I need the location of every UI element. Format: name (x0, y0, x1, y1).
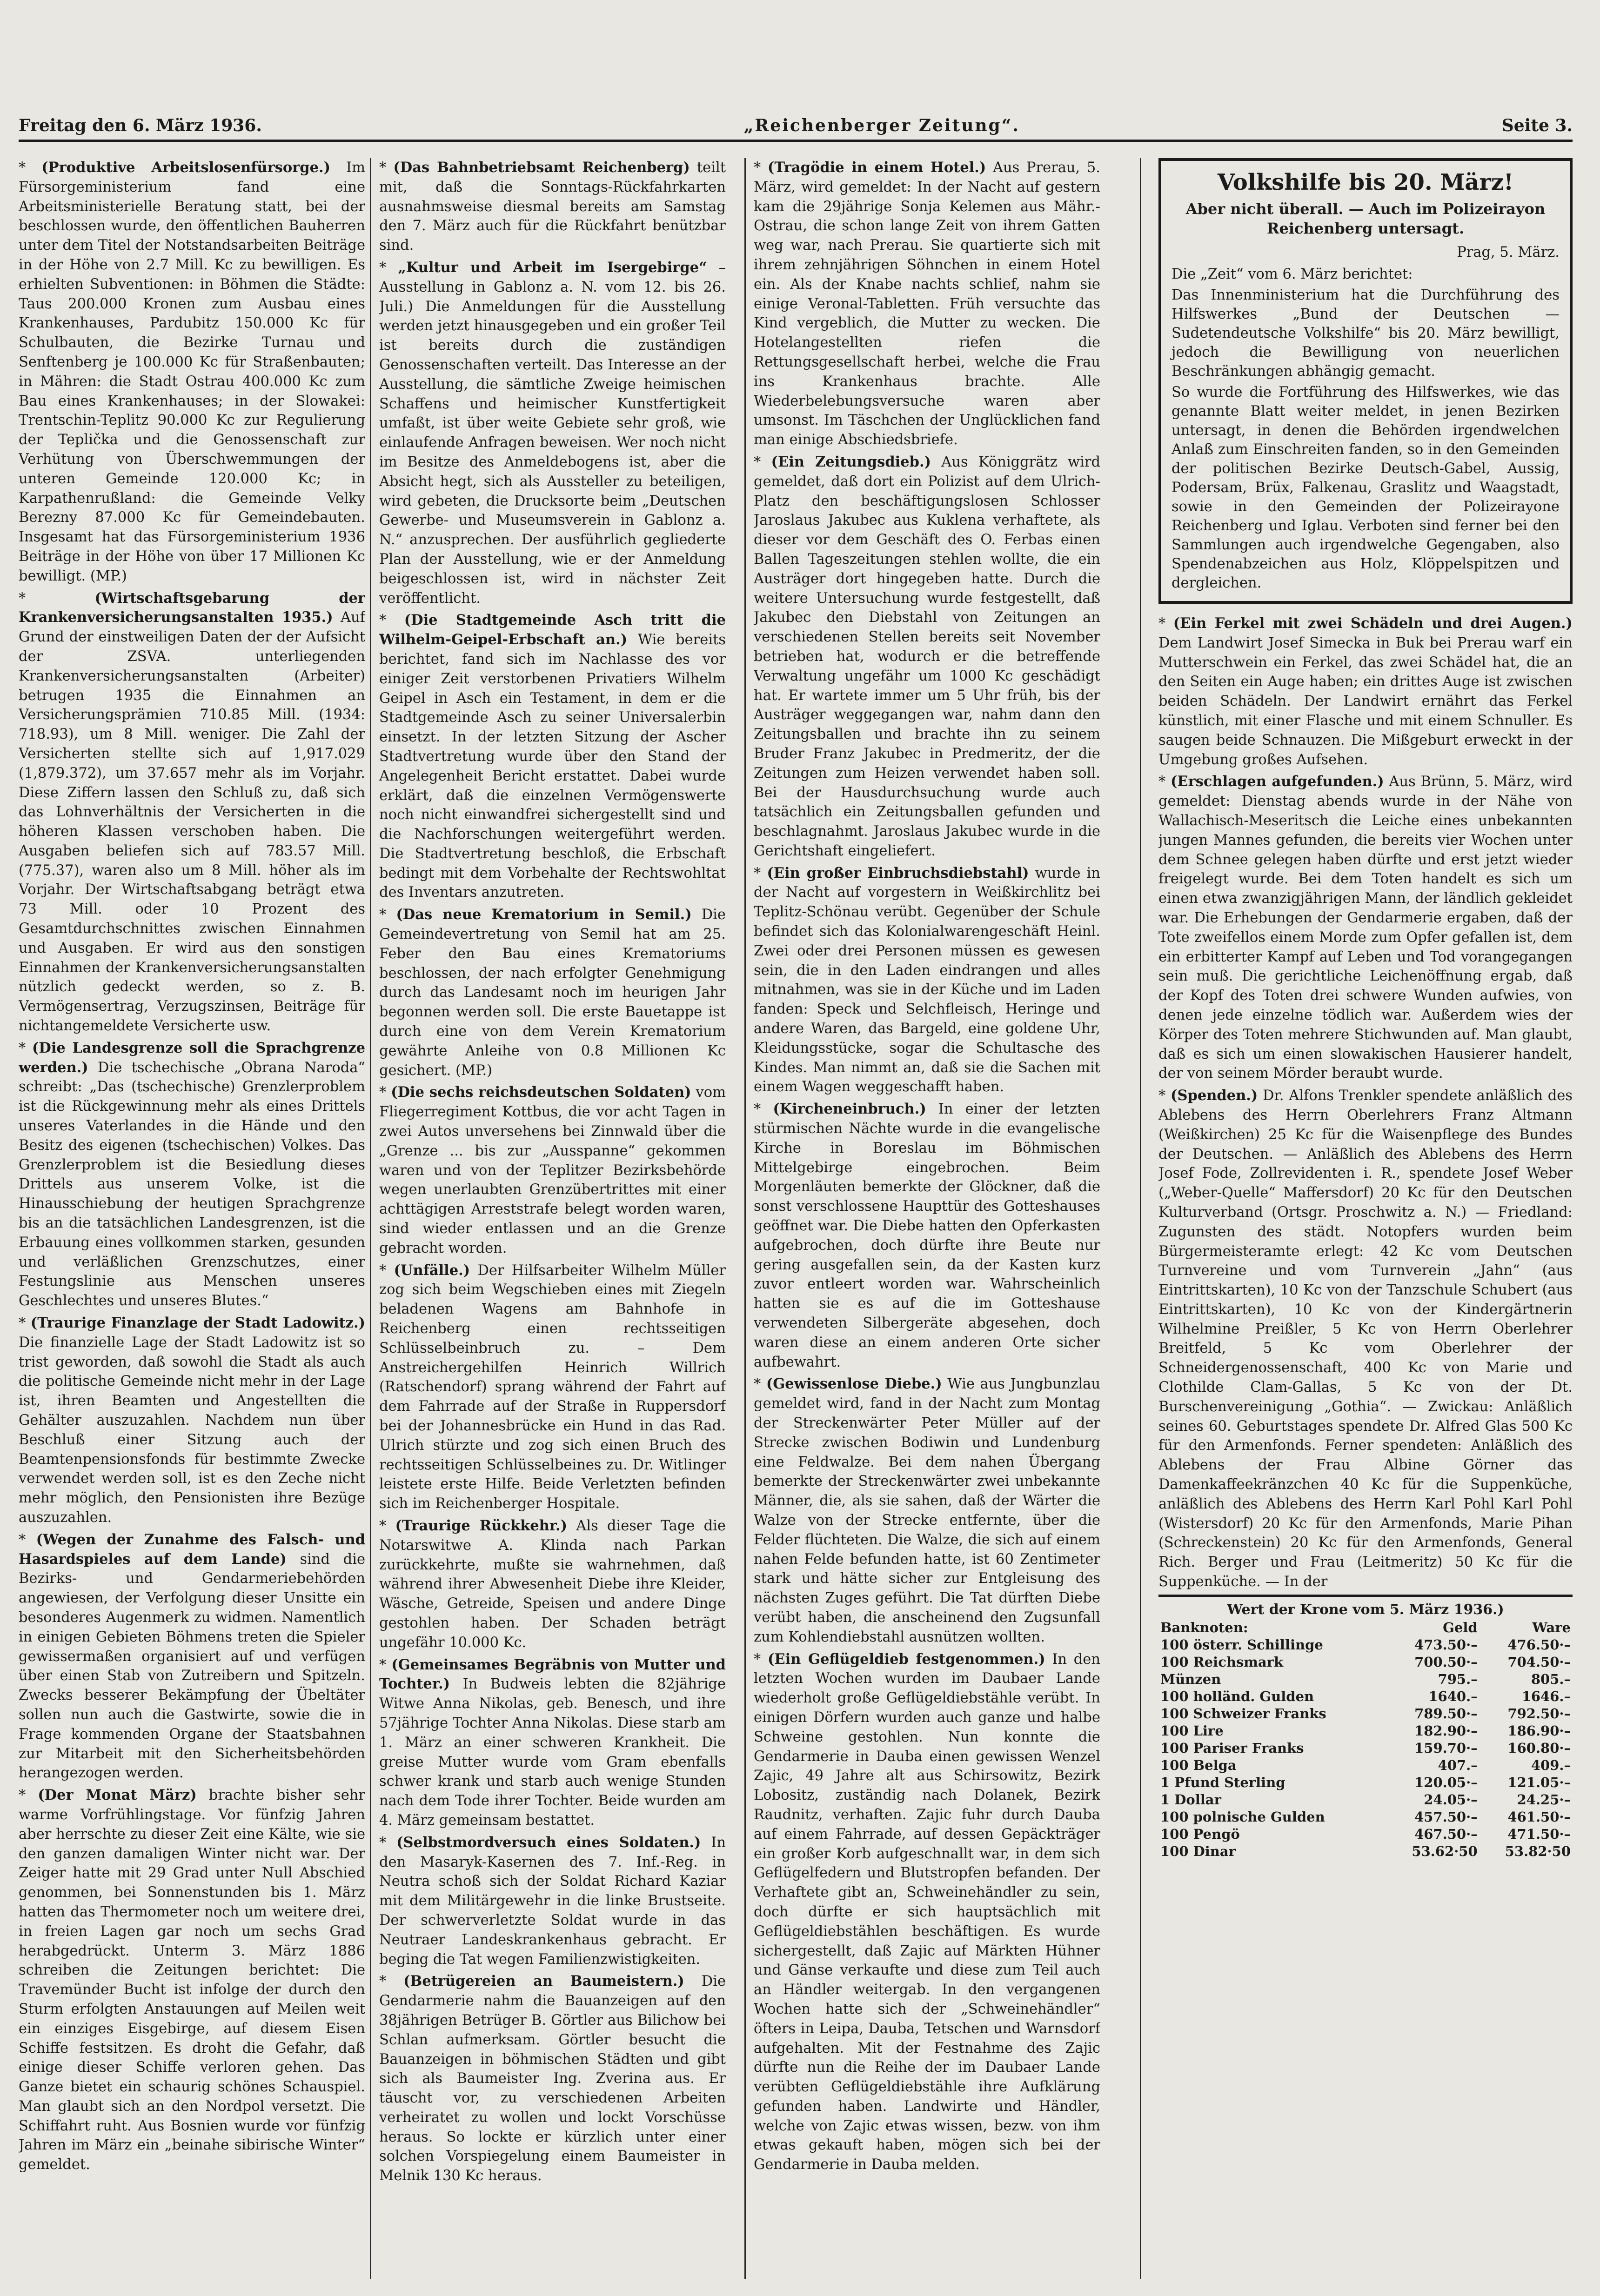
ware-value: 160.80·– (1507, 1740, 1571, 1756)
box-paragraph: So wurde die Fortführung des Hilfswerkes, wie das genannte Blatt weiter meldet, in jenen Bezirken untersagt, in denen die Behörden irgendwelchen Anlaß zum Einschreiten fanden, so in den Gemeinden der politischen Bezirke Deutsch-Gabel, Aussig, Podersam, Brüx, Falkenau, Graslitz und Waagstadt, sowie in den Gemeinden der Polizeirayone Reichenberg und Iglau. Verboten sind ferner bei den Sammlungen auch irgendwelche Gegengaben, also Spendenabzeichen aus Holz, Klöppelspitzen und dergleichen. (1172, 384, 1560, 591)
article: * (Traurige Finanzlage der Stadt Ladowitz.) Die finanzielle Lage der Stadt Ladowitz ist so trist geworden, daß sowohl die Stadt als auch die politische Gemeinde nicht mehr in der Lage ist, ihren Beamten und Angestellten die Gehälter auszuzahlen. Nachdem nun über Beschluß einer Sitzung auch der Beamtenpensionsfonds für bestimmte Zwecke verwendet werden soll, ist es den Zeche nicht mehr möglich, den Pensionisten ihre Bezüge auszuzahlen. (19, 1315, 365, 1526)
column-divider (370, 158, 371, 2279)
article-heading: (Ein Geflügeldieb festgenommen.) (767, 1650, 1045, 1668)
article-body: Aus Brünn, 5. März, wird gemeldet: Dienstag abends wurde in der Nähe von Wallachisch-Meseritsch die Leiche eines unbekannten jungen Mannes gefunden, die bereits vier Wochen unter dem Schnee gelegen haben dürfte und erst jetzt wieder freigelegt wurde. Bei dem Toten handelt es sich um einen etwa zwanzigjährigen Mann, der ländlich gekleidet war. Die Erhebungen der Gendarmerie ergaben, daß der Tote zweifellos einem Morde zum Opfer gefallen ist, dem ein erbitterter Kampf auf Leben und Tod vorangegangen sein muß. Die gerichtliche Leichenöffnung ergab, daß der Kopf des Toten drei schwere Wunden aufwies, von denen jede einzelne tödlich war. Außerdem wies der Körper des Toten mehrere Stichwunden auf. Man glaubt, daß es sich um einen slowakischen Hausierer handelt, der von seinem Mörder beraubt wurde. (1158, 774, 1573, 1082)
article-heading: (Gewissenlose Diebe.) (766, 1375, 942, 1393)
geld-value: 53.62·50 (1412, 1843, 1478, 1859)
article-body: Aus Königgrätz wird gemeldet, daß dort ein Polizist auf dem Ulrich-Platz den beschäftigungslosen Schlosser Jaroslaus Jakubec aus Kuklena verhaftete, als dieser vor dem Geschäft des O. Ferbas einen Ballen Tageszeitungen stehlen wollte, die ein Austräger dort hingegeben hatte. Durch die weitere Untersuchung wurde festgestellt, daß Jakubec den Diebstahl von Zeitungen an verschiedenen Stellen bereits seit November betrieben hat, wodurch er die betreffende Verwaltung ungefähr um 1000 Kc geschädigt hat. Er wartete immer um 5 Uhr früh, bis der Austräger weggegangen war, nahm dann den Zeitungsballen und brachte ihn zu seinem Bruder Franz Jakubec in Predmeritz, der die Zeitungen zum Heizen verwendet haben soll. Bei der Hausdurchsuchung wurde auch tatsächlich ein Zeitungsballen gefunden und beschlagnahmt. Jaroslaus Jakubec wurde in die Gerichtshaft eingeliefert. (754, 454, 1100, 859)
article-heading: (Gemeinsames Begräbnis von Mutter und Tochter.) (379, 1656, 726, 1693)
volkshilfe-box (1158, 158, 1573, 604)
article-heading: (Spenden.) (1171, 1087, 1258, 1104)
ware-value: 121.05·– (1507, 1774, 1571, 1790)
article-heading: (Der Monat März) (38, 1787, 197, 1804)
geld-value: 700.50·– (1414, 1654, 1478, 1670)
article-heading: (Die sechs reichsdeutschen Soldaten) (391, 1084, 691, 1101)
article-body: Der Hilfsarbeiter Wilhelm Müller zog sich beim Wegschieben eines mit Ziegeln beladenen Wagens am Bahnhofe in Reichenberg einen rechtsseitigen Schlüsselbeinbruch zu. – Dem Anstreichergehilfen Heinrich Willrich (Ratschendorf) sprang während der Fahrt auf dem Fahrrade auf der Straße in Ruppersdorf bei der Johannesbrücke ein Hund in das Rad. Ulrich stürzte und zog sich einen Bruch des rechtsseitigen Schlüsselbeines zu. Dr. Witlinger leistete erste Hilfe. Beide Verletzten befinden sich im Reichenberger Hospitale. (379, 1262, 726, 1512)
ware-value: 53.82·50 (1505, 1843, 1571, 1859)
article-heading: (Traurige Finanzlage der Stadt Ladowitz.) (30, 1315, 365, 1332)
article-body: In den letzten Wochen wurden im Daubaer Lande wiederholt große Geflügeldiebstähle verübt. In einigen Dörfern wurden auch ganze und halbe Schweine gestohlen. Nun konnte die Gendarmerie in Dauba einen gewissen Wenzel Zajic, 49 Jahre alt aus Schirsowitz, Bezirk Lobositz, zuständig nach Dolanek, Bezirk Raudnitz, verhaften. Zajic fuhr durch Dauba auf einem Fahrrade, auf dessen Gepäckträger ein großer Korb aufgeschnallt war, in dem sich Geflügelfedern und Blutstropfen befanden. Der Verhaftete gibt an, Schweinehändler zu sein, doch dürfte er sich hauptsächlich mit Geflügeldiebstählen beschäftigen. Es wurde sichergestellt, daß Zajic auf Märkten Hühner und Gänse verkaufte und diese zum Teil auch an Händler weitergab. In den vergangenen Wochen hatte sich der „Schweinehändler“ öfters in Leipa, Dauba, Tetschen und Warnsdorf aufgehalten. Mit der Festnahme des Zajic dürfte nun die Reihe der im Daubaer Lande verübten Geflügeldiebstähle ihre Aufklärung gefunden haben. Landwirte und Händler, welche von Zajic etwas wissen, bezw. von ihm etwas gekauft haben, mögen sich bei der Gendarmerie in Dauba melden. (754, 1651, 1100, 2173)
article-body: Die Gendarmerie nahm die Bauanzeigen auf den 38jährigen Betrüger B. Görtler aus Bilichow bei Schlan aufmerksam. Görtler besucht die Bauanzeigen in böhmischen Städten und gibt sich als Baumeister Ing. Zverina aus. Er täuscht vor, zu verschiedenen Arbeiten verheiratet zu wollen und lockt Vorschüsse heraus. So lockte er kürzlich unter einer solchen Vorspiegelung einem Baumeister in Melnik 130 Kc heraus. (379, 1973, 726, 2184)
ware-value: 471.50·– (1507, 1826, 1571, 1842)
article: * (Traurige Rückkehr.) Als dieser Tage die Notarswitwe A. Klinda nach Parkan zurückkehrte, mußte sie wahrnehmen, daß während ihrer Abwesenheit Diebe ihre Kleider, Wäsche, Getreide, Speisen und andere Dinge gestohlen haben. Der Schaden beträgt ungefähr 10.000 Kc. (379, 1517, 726, 1651)
box-subtitle: Aber nicht überall. — Auch im Polizeirayon Reichenberg untersagt. (1185, 200, 1546, 237)
article: * (Kircheneinbruch.) In einer der letzten stürmischen Nächte wurde in die evangelische Kirche in Boreslau im Böhmischen Mittelgebirge eingebrochen. Beim Morgenläuten bemerkte der Glöckner, daß die sonst verschlossene Haupttür des Gotteshauses geöffnet war. Die Diebe hatten den Opferkasten aufgebrochen, doch dürfte ihre Beute nur gering ausgefallen sein, da der Kasten kurz zuvor entleert worden war. Wahrscheinlich hatten sie es auf die im Gotteshause verwendeten Silbergeräte abgesehen, doch waren diese an einem anderen Orte sicher aufbewahrt. (754, 1101, 1100, 1370)
exchange-rate-header (1158, 1619, 1573, 1636)
currency-label: 100 Reichsmark (1160, 1654, 1284, 1670)
article: * (Gemeinsames Begräbnis von Mutter und Tochter.) In Budweis lebten die 82jährige Witwe Anna Nikolas, geb. Benesch, und ihre 57jährige Tochter Anna Nikolas. Diese starb am 1. März an einer schweren Krankheit. Die greise Mutter wurde vom Gram ebenfalls schwer krank und starb auch wenige Stunden nach dem Tode ihrer Tochter. Beide wurden am 4. März gemeinsam bestattet. (379, 1656, 726, 1829)
geld-value: 407.– (1438, 1757, 1478, 1773)
article: * (Wirtschaftsgebarung der Krankenversicherungsanstalten 1935.) Auf Grund der einstweiligen Daten der der Aufsicht der ZSVA. unterliegenden Krankenversicherungsanstalten (Arbeiter) betrugen 1935 die Einnahmen an Versicherungsprämien 710.85 Mill. (1934: 718.93), um 8 Mill. weniger. Die Zahl der Versicherten stellte sich auf 1,917.029 (1,879.372), um 37.657 mehr als im Vorjahr. Diese Ziffern lassen den Schluß zu, daß sich das Lohnverhältnis der Versicherten in die höheren Klassen verschoben haben. Die Ausgaben beliefen sich auf 783.57 Mill. (775.37), waren also um 8 Mill. höher als im Vorjahr. Der Wirtschaftsabgang beträgt etwa 73 Mill. oder 10 Prozent des Gesamtdurchschnittes zwischen Einnahmen und Ausgaben. Er wird aus den sonstigen Einnahmen der Krankenversicherungsanstalten nützlich gedeckt werden, so z. B. Vermögensertrag, Verzugszinsen, Beiträge für nichtangemeldete Versicherte usw. (19, 589, 365, 1035)
article-body: Die tschechische „Obrana Naroda“ schreibt: „Das (tschechische) Grenzlerproblem ist die Rückgewinnung mehr als eines Drittels unseres Vaterlandes in die Hände und den Besitz des eigenen (tschechischen) Volkes. Das Grenzlerproblem ist die Besiedlung dieses Drittels aus unserem Volke, ist die Hinausschiebung der heutigen Sprachgrenze bis an die tatsächlichen Landesgrenzen, ist die Erbauung eines vollkommen starken, gesunden und verläßlichen Grenzschutzes, einer Festungslinie aus Menschen unseres Geschlechtes und unseres Blutes.“ (19, 1059, 365, 1309)
article-heading: (Ein Zeitungsdieb.) (771, 453, 931, 470)
exchange-rate-row (1158, 1688, 1573, 1705)
currency-label: 100 Schweizer Franks (1160, 1705, 1326, 1722)
article-heading: (Erschlagen aufgefunden.) (1170, 773, 1384, 790)
article-heading: (Selbstmordversuch eines Soldaten.) (396, 1834, 701, 1851)
currency-label: 100 Dinar (1160, 1843, 1236, 1859)
article-body: teilt mit, daß die Sonntags-Rückfahrkarten ausnahmsweise diesmal bereits am Samstag den 7. März auch für die Rückfahrt benützbar sind. (379, 160, 726, 254)
currency-label: 1 Pfund Sterling (1160, 1774, 1285, 1790)
column-3 (754, 158, 1100, 2279)
exchange-rate-row (1158, 1774, 1573, 1791)
article-heading: (Unfälle.) (394, 1261, 470, 1279)
currency-label: 100 holländ. Gulden (1160, 1688, 1314, 1704)
currency-label: Münzen (1160, 1671, 1221, 1687)
article-body: Wie bereits berichtet, fand sich im Nachlasse des vor einiger Zeit verstorbenen Privatiers Wilhelm Geipel in Asch ein Testament, in dem er die Stadtgemeinde Asch zu seiner Universalerbin einsetzt. In der letzten Sitzung der Ascher Stadtvertretung wurde über den Stand der Angelegenheit Bericht erstattet. Dabei wurde erklärt, daß die einzelnen Vermögenswerte noch nicht einwandfrei sichergestellt sind und die Nachforschungen weitergeführt werden. Die Stadtvertretung beschloß, die Erbschaft bedingt mit dem Vorbehalte der Rechtswohltat des Inventars anzutreten. (379, 632, 726, 901)
article-heading: (Das neue Krematorium in Semil.) (396, 906, 692, 923)
header-date: Freitag den 6. März 1936. (19, 116, 262, 135)
article-heading: (Ein großer Einbruchsdiebstahl) (767, 864, 1029, 881)
article-body: Auf Grund der einstweiligen Daten der der Aufsicht der ZSVA. unterliegenden Krankenversicherungsanstalten (Arbeiter) betrugen 1935 die Einnahmen an Versicherungsprämien 710.85 Mill. (1934: 718.93), um 8 Mill. weniger. Die Zahl der Versicherten stellte sich auf 1,917.029 (1,879.372), um 37.657 mehr als im Vorjahr. Diese Ziffern lassen den Schluß zu, daß sich das Lohnverhältnis der Versicherten in die höheren Klassen verschoben haben. Die Ausgaben beliefen sich auf 783.57 Mill. (775.37), waren also um 8 Mill. höher als im Vorjahr. Der Wirtschaftsabgang beträgt etwa 73 Mill. oder 10 Prozent des Gesamtdurchschnittes zwischen Einnahmen und Ausgaben. Er wird aus den sonstigen Einnahmen der Krankenversicherungsanstalten nützlich gedeckt werden, so z. B. Vermögensertrag, Verzugszinsen, Beiträge für nichtangemeldete Versicherte usw. (19, 609, 365, 1035)
box-paragraph: Das Innenministerium hat die Durchführung des Hilfswerkes „Bund der Deutschen — Sudetendeutsche Volkshilfe“ bis 20. März bewilligt, jedoch die Bewilligung von neuerlichen Beschränkungen abhängig gemacht. (1172, 287, 1560, 380)
article-body: wurde in der Nacht auf vorgestern in Weißkirchlitz bei Teplitz-Schönau verübt. Gegenüber der Schule befindet sich das Kolonialwarengeschäft Heinl. Zwei oder drei Personen müssen es gewesen sein, die in den Laden eindrangen und alles mitnahmen, was sie in der Küche und im Laden fanden: Speck und Selchfleisch, Heringe und andere Waren, das Bargeld, eine goldene Uhr, Kleidungsstücke, sogar die Schultasche des Kindes. Man nimmt an, daß sie die Sachen mit einem Wagen weggeschafft haben. (754, 865, 1100, 1095)
currency-label: 100 österr. Schillinge (1160, 1636, 1323, 1653)
article-body: – Ausstellung in Gablonz a. N. vom 12. bis 26. Juli.) Die Anmeldungen für die Ausstellung werden jetzt hinausgegeben und ein großer Teil ist bereits durch die zuständigen Genossenschaften verteilt. Das Interesse an der Ausstellung, die sämtliche Zweige heimischen Schaffens und heimischer Kunstfertigkeit umfaßt, ist über weite Gebiete sehr groß, wie einlaufende Anfragen beweisen. Wer noch nicht im Besitze des Anmeldebogens ist, aber die Absicht hegt, sich als Aussteller zu beteiligen, wird gebeten, die Drucksorte beim „Deutschen Gewerbe- und Museumsverein in Gablonz a. N.“ anzusprechen. Der ausführlich gegliederte Plan der Ausstellung, wie er der Anmeldung beigeschlossen ist, wird in nächster Zeit veröffentlicht. (379, 259, 726, 607)
article-heading: „Kultur und Arbeit im Isergebirge“ (398, 259, 707, 276)
exchange-rate-row (1158, 1671, 1573, 1688)
article-body: sind die Bezirks- und Gendarmeriebehörden angewiesen, der Verfolgung dieser Unsitte ein besonderes Augenmerk zu widmen. Namentlich in einigen Gebieten Böhmens treten die Spieler gewissermaßen organisiert auf und verfügen über einen Stab von Zutreibern und Spitzeln. Zwecks besserer Bekämpfung der Übeltäter sollen nun auch die Gastwirte, sowie die in Frage kommenden Organe der Staatsbahnen zur Mitarbeit mit den Sicherheitsbehörden herangezogen werden. (19, 1551, 365, 1782)
article-heading: (Die Stadtgemeinde Asch tritt die Wilhelm-Geipel-Erbschaft an.) (379, 612, 726, 648)
article-body: In einer der letzten stürmischen Nächte wurde in die evangelische Kirche in Boreslau im Böhmischen Mittelgebirge eingebrochen. Beim Morgenläuten bemerkte der Glöckner, daß die sonst verschlossene Haupttür des Gotteshauses geöffnet war. Die Diebe hatten den Opferkasten aufgebrochen, doch dürfte ihre Beute nur gering ausgefallen sein, da der Kasten kurz zuvor entleert worden war. Wahrscheinlich hatten sie es auf die im Gotteshause verwendeten Silbergeräte abgesehen, doch waren diese an einem anderen Orte sicher aufbewahrt. (754, 1101, 1100, 1370)
ware-value: 24.25·– (1517, 1791, 1571, 1808)
column-1 (19, 158, 365, 2279)
article-body: Aus Prerau, 5. März, wird gemeldet: In der Nacht auf gestern kam die 29jährige Sonja Kelemen aus Mähr.-Ostrau, die schon lange Zeit von ihrem Gatten weg war, nach Prerau. Sie quartierte sich mit ihrem zehnjährigen Söhnchen in einem Hotel ein. Als der Knabe nachts schlief, nahm sie einige Veronal-Tabletten. Früh versuchte das Kind vergeblich, die Mutter zu wecken. Die Hotelangestellten riefen die Rettungsgesellschaft herbei, welche die Frau ins Krankenhaus brachte. Alle Wiederbelebungsversuche waren aber umsonst. Im Täschchen der Unglücklichen fand man einige Abschiedsbriefe. (754, 160, 1100, 448)
article: * (Ein großer Einbruchsdiebstahl) wurde in der Nacht auf vorgestern in Weißkirchlitz bei Teplitz-Schönau verübt. Gegenüber der Schule befindet sich das Kolonialwarengeschäft Heinl. Zwei oder drei Personen müssen es gewesen sein, die in den Laden eindrangen und alles mitnahmen, was sie in der Küche und im Laden fanden: Speck und Selchfleisch, Heringe und andere Waren, das Bargeld, eine goldene Uhr, Kleidungsstücke, sogar die Schultasche des Kindes. Man nimmt an, daß sie die Sachen mit einem Wagen weggeschafft haben. (754, 864, 1100, 1095)
currency-label: 100 Pariser Franks (1160, 1740, 1304, 1756)
article-heading: (Betrügereien an Baumeistern.) (403, 1973, 684, 1990)
currency-label: 100 polnische Gulden (1160, 1809, 1325, 1825)
column-2 (379, 158, 726, 2279)
column-divider (1140, 158, 1141, 2279)
article-body: Dem Landwirt Josef Simecka in Buk bei Prerau warf ein Mutterschwein ein Ferkel, das zwei Schädel hat, die an den Seiten ein Auge haben; ein drittes Auge ist zwischen beiden Schädeln. Der Landwirt ernährt das Ferkel künstlich, mit einer Flasche und mit einem Schnuller. Es saugen beide Schnauzen. Die Mißgeburt erweckt in der Umgebung großes Aufsehen. (1158, 634, 1573, 768)
article-body: brachte bisher sehr warme Vorfrühlingstage. Vor fünfzig Jahren aber herrschte zu dieser Zeit eine Kälte, wie sie den ganzen damaligen Winter nicht war. Der Zeiger hatte mit 29 Grad unter Null Abschied genommen, bei Sonnenstunden bis 1. März hatten das Thermometer noch um weitere drei, in freien Lagen gar noch um sechs Grad herabgedrückt. Unterm 3. März 1886 schreiben die Zeitungen berichtet: Die Travemünder Bucht ist infolge der durch den Sturm erfolgten Anstauungen auf Meilen weit ein einziges Eisgebirge, auf diesem Eisen Schiffe festsitzen. Es droht die Gefahr, daß einige dieser Schiffe verloren gehen. Das Ganze bietet ein schaurig schönes Schauspiel. Man glaubt sich an den Nordpol versetzt. Die Schiffahrt ruht. Aus Bosnien wurde vor fünfzig Jahren im März ein „beinahe sibirische Winter“ gemeldet. (19, 1787, 365, 2173)
currency-label: 1 Dollar (1160, 1791, 1221, 1808)
exchange-rate-table (1158, 1619, 1573, 1860)
article-body: vom Fliegerregiment Kottbus, die vor acht Tagen in zwei Autos unversehens bei Zinnwald über die „Grenze ... bis zur „Ausspanne“ gekommen waren und von der Teplitzer Bezirksbehörde wegen unerlaubten Grenzübertrittes mit einer achttägigen Arreststrafe belegt worden waren, sind wieder entlassen und an die Grenze gebracht worden. (379, 1084, 726, 1256)
ware-value: 805.– (1531, 1671, 1571, 1687)
article: * (Selbstmordversuch eines Soldaten.) In den Masaryk-Kasernen des 7. Inf.-Reg. in Neutra schoß sich der Soldat Richard Kaziar mit dem Militärgewehr in die linke Brustseite. Der schwerverletzte Soldat wurde in das Neutraer Landeskrankenhaus gebracht. Er beging die Tat wegen Familienzwistigkeiten. (379, 1834, 726, 1968)
article: * (Unfälle.) Der Hilfsarbeiter Wilhelm Müller zog sich beim Wegschieben eines mit Ziegeln beladenen Wagens am Bahnhofe in Reichenberg einen rechtsseitigen Schlüsselbeinbruch zu. – Dem Anstreichergehilfen Heinrich Willrich (Ratschendorf) sprang während der Fahrt auf dem Fahrrade auf der Straße in Ruppersdorf bei der Johannesbrücke ein Hund in das Rad. Ulrich stürzte und zog sich einen Bruch des rechtsseitigen Schlüsselbeines zu. Dr. Witlinger leistete erste Hilfe. Beide Verletzten befinden sich im Reichenberger Hospitale. (379, 1261, 726, 1512)
article: * (Wegen der Zunahme des Falsch- und Hasardspieles auf dem Lande) sind die Bezirks- und Gendarmeriebehörden angewiesen, der Verfolgung dieser Unsitte ein besonderes Augenmerk zu widmen. Namentlich in einigen Gebieten Böhmens treten die Spieler gewissermaßen organisiert auf und verfügen über einen Stab von Zutreibern und Spitzeln. Zwecks besserer Bekämpfung der Übeltäter sollen nun auch die Gastwirte, sowie die in Frage kommenden Organe der Staatsbahnen zur Mitarbeit mit den Sicherheitsbehörden herangezogen werden. (19, 1531, 365, 1782)
article: * (Die sechs reichsdeutschen Soldaten) vom Fliegerregiment Kottbus, die vor acht Tagen in zwei Autos unversehens bei Zinnwald über die „Grenze ... bis zur „Ausspanne“ gekommen waren und von der Teplitzer Bezirksbehörde wegen unerlaubten Grenzübertrittes mit einer achttägigen Arreststrafe belegt worden waren, sind wieder entlassen und an die Grenze gebracht worden. (379, 1084, 726, 1256)
article-heading: (Produktive Arbeitslosenfürsorge.) (41, 159, 331, 176)
article-heading: (Tragödie in einem Hotel.) (767, 159, 986, 176)
geld-value: 24.05·– (1424, 1791, 1478, 1808)
article: * (Ein Zeitungsdieb.) Aus Königgrätz wird gemeldet, daß dort ein Polizist auf dem Ulrich-Platz den beschäftigungslosen Schlosser Jaroslaus Jakubec aus Kuklena verhaftete, als dieser vor dem Geschäft des O. Ferbas einen Ballen Tageszeitungen stehlen wollte, die ein Austräger dort hingegeben hatte. Durch die weitere Untersuchung wurde festgestellt, daß Jakubec den Diebstahl von Zeitungen an verschiedenen Stellen bereits seit November betrieben hat, wodurch er die betreffende Verwaltung ungefähr um 1000 Kc geschädigt hat. Er wartete immer um 5 Uhr früh, bis der Austräger weggegangen war, nahm dann den Zeitungsballen und brachte ihn zu seinem Bruder Franz Jakubec in Predmeritz, der die Zeitungen zum Heizen verwendet haben soll. Bei der Hausdurchsuchung wurde auch tatsächlich ein Zeitungsballen gefunden und beschlagnahmt. Jaroslaus Jakubec wurde in die Gerichtshaft eingeliefert. (754, 453, 1100, 859)
ware-value: 409.– (1531, 1757, 1571, 1773)
ware-value: 476.50·– (1507, 1636, 1571, 1653)
article-body: Als dieser Tage die Notarswitwe A. Klinda nach Parkan zurückkehrte, mußte sie wahrnehmen, daß während ihrer Abwesenheit Diebe ihre Kleider, Wäsche, Getreide, Speisen und andere Dinge gestohlen haben. Der Schaden beträgt ungefähr 10.000 Kc. (379, 1517, 726, 1651)
currency-label: 100 Belga (1160, 1757, 1237, 1773)
article-heading: (Kircheneinbruch.) (773, 1101, 926, 1118)
geld-value: 120.05·– (1414, 1774, 1478, 1790)
ware-value: 792.50·– (1507, 1705, 1571, 1722)
exchange-rate-title: Wert der Krone vom 5. März 1936.) (1158, 1595, 1573, 1619)
article: * (Tragödie in einem Hotel.) Aus Prerau, 5. März, wird gemeldet: In der Nacht auf gestern kam die 29jährige Sonja Kelemen aus Mähr.-Ostrau, die schon lange Zeit von ihrem Gatten weg war, nach Prerau. Sie quartierte sich mit ihrem zehnjährigen Söhnchen in einem Hotel ein. Als der Knabe nachts schlief, nahm sie einige Veronal-Tabletten. Früh versuchte das Kind vergeblich, die Mutter zu wecken. Die Hotelangestellten riefen die Rettungsgesellschaft herbei, welche die Frau ins Krankenhaus brachte. Alle Wiederbelebungsversuche waren aber umsonst. Im Täschchen der Unglücklichen fand man einige Abschiedsbriefe. (754, 159, 1100, 448)
article: * (Das Bahnbetriebsamt Reichenberg) teilt mit, daß die Sonntags-Rückfahrkarten ausnahmsweise diesmal bereits am Samstag den 7. März auch für die Rückfahrt benützbar sind. (379, 159, 726, 254)
box-paragraph: Die „Zeit“ vom 6. März berichtet: (1172, 266, 1413, 282)
article-body: Dr. Alfons Trenkler spendete anläßlich des Ablebens des Herrn Oberlehrers Franz Altmann (Weißkirchen) 25 Kc für die Waisenpflege des Bundes der Deutschen. — Anläßlich des Ablebens des Herrn Josef Fode, Zollrevidenten i. R., spendete Josef Weber („Weber-Quelle“ Maffersdorf) 20 Kc für den Deutschen Kulturverband (Ortsgr. Proschwitz a. N.) — Friedland: Zugunsten des städt. Notopfers wurden beim Bürgermeisteramte erlegt: 42 Kc vom Deutschen Turnvereine und vom Turnverein „Jahn“ (aus Eintrittskarten), 10 Kc von der Tanzschule Schubert (aus Eintrittskarten), 10 Kc von der Kindergärtnerin Wilhelmine Preißler, 5 Kc von Herrn Oberlehrer Breitfeld, 5 Kc vom Oberlehrer der Schneidergenossenschaft, 400 Kc von Marie und Clothilde Clam-Gallas, 5 Kc von der Dt. Burschenvereinigung „Gothia“. — Zwickau: Anläßlich seines 60. Geburtstages spendete Dr. Alfred Glas 500 Kc für den Armenfonds. Ferner spendeten: Anläßlich des Ablebens der Frau Albine Görner das Damenkaffeekränzchen 40 Kc für die Suppenküche, anläßlich des Ablebens des Herrn Karl Pohl Karl Pohl (Wistersdorf) 20 Kc für den Armenfonds, Marie Pihan (Schreckenstein) 20 Kc für den Armenfonds, General Rich. Berger und Frau (Leitmeritz) 50 Kc für die Suppenküche. — In der (1158, 1088, 1573, 1590)
geld-value: 457.50·– (1414, 1809, 1478, 1825)
article-heading: (Das Bahnbetriebsamt Reichenberg) (393, 159, 690, 176)
column-divider (744, 158, 746, 2279)
geld-value: 789.50·– (1414, 1705, 1478, 1722)
geld-value: 159.70·– (1414, 1740, 1478, 1756)
exchange-rate-row (1158, 1705, 1573, 1722)
article: * (Gewissenlose Diebe.) Wie aus Jungbunzlau gemeldet wird, fand in der Nacht zum Montag der Streckenwärter Peter Müller auf der Strecke zwischen Bodiwin und Lundenburg eine Feldwalze. Bei dem nahen Übergang bemerkte der Streckenwärter zwei unbekannte Männer, die, als sie sahen, daß der Wärter die Walze von der Strecke entfernte, über die Felder flüchteten. Die Walze, die sich auf einem nahen Felde befunden hatte, ist 60 Zentimeter stark und hätte sicher zur Entgleisung des nächsten Zuges geführt. Die Tat dürften Diebe verübt haben, die anscheinend den Zugsunfall zum Kohlendiebstahl ausnützen wollten. (754, 1375, 1100, 1645)
geld-value: 182.90·– (1414, 1722, 1478, 1739)
exchange-rate-row (1158, 1722, 1573, 1740)
geld-value: 1640.– (1428, 1688, 1478, 1704)
ware-value: 704.50·– (1507, 1654, 1571, 1670)
article: * (Spenden.) Dr. Alfons Trenkler spendete anläßlich des Ablebens des Herrn Oberlehrers Franz Altmann (Weißkirchen) 25 Kc für die Waisenpflege des Bundes der Deutschen. — Anläßlich des Ablebens des Herrn Josef Fode, Zollrevidenten i. R., spendete Josef Weber („Weber-Quelle“ Maffersdorf) 20 Kc für den Deutschen Kulturverband (Ortsgr. Proschwitz a. N.) — Friedland: Zugunsten des städt. Notopfers wurden beim Bürgermeisteramte erlegt: 42 Kc vom Deutschen Turnvereine und vom Turnverein „Jahn“ (aus Eintrittskarten), 10 Kc von der Tanzschule Schubert (aus Eintrittskarten), 10 Kc von der Kindergärtnerin Wilhelmine Preißler, 5 Kc von Herrn Oberlehrer Breitfeld, 5 Kc vom Oberlehrer der Schneidergenossenschaft, 400 Kc von Marie und Clothilde Clam-Gallas, 5 Kc von der Dt. Burschenvereinigung „Gothia“. — Zwickau: Anläßlich seines 60. Geburtstages spendete Dr. Alfred Glas 500 Kc für den Armenfonds. Ferner spendeten: Anläßlich des Ablebens der Frau Albine Görner das Damenkaffeekränzchen 40 Kc für die Suppenküche, anläßlich des Ablebens des Herrn Karl Pohl Karl Pohl (Wistersdorf) 20 Kc für den Armenfonds, Marie Pihan (Schreckenstein) 20 Kc für den Armenfonds, General Rich. Berger und Frau (Leitmeritz) 50 Kc für die Suppenküche. — In der (1158, 1087, 1573, 1590)
page-header (19, 112, 1573, 142)
exchange-rate-row (1158, 1843, 1573, 1860)
box-title: Volkshilfe bis 20. März! (1217, 169, 1514, 195)
article: * (Erschlagen aufgefunden.) Aus Brünn, 5. März, wird gemeldet: Dienstag abends wurde in der Nähe von Wallachisch-Meseritsch die Leiche eines unbekannten jungen Mannes gefunden, die bereits vier Wochen unter dem Schnee gelegen haben dürfte und erst jetzt wieder freigelegt wurde. Bei dem Toten handelt es sich um einen etwa zwanzigjährigen Mann, der ländlich gekleidet war. Die Erhebungen der Gendarmerie ergaben, daß der Tote zweifellos einem Morde zum Opfer gefallen ist, dem ein erbitterter Kampf auf Leben und Tod vorangegangen sein muß. Die gerichtliche Leichenöffnung ergab, daß der Kopf des Toten drei schwere Wunden aufwies, von denen jede einzelne tödlich war. Außerdem wies der Körper des Toten mehrere Stichwunden auf. Man glaubt, daß es sich um einen slowakischen Hausierer handelt, der von seinem Mörder beraubt wurde. (1158, 773, 1573, 1082)
exchange-rate-row (1158, 1636, 1573, 1654)
article-heading: (Traurige Rückkehr.) (395, 1517, 568, 1534)
article: * (Betrügereien an Baumeistern.) Die Gendarmerie nahm die Bauanzeigen auf den 38jährigen Betrüger B. Görtler aus Bilichow bei Schlan aufmerksam. Görtler besucht die Bauanzeigen in böhmischen Städten und gibt sich als Baumeister Ing. Zverina aus. Er täuscht vor, zu verschiedenen Arbeiten verheiratet zu wollen und lockt Vorschüsse heraus. So lockte er kürzlich unter einer solchen Vorspiegelung einem Baumeister in Melnik 130 Kc heraus. (379, 1973, 726, 2184)
currency-label: 100 Pengö (1160, 1826, 1240, 1842)
exchange-rate-row (1158, 1791, 1573, 1809)
article: * (Die Landesgrenze soll die Sprachgrenze werden.) Die tschechische „Obrana Naroda“ schreibt: „Das (tschechische) Grenzlerproblem ist die Rückgewinnung mehr als eines Drittels unseres Vaterlandes in die Hände und den Besitz des eigenen (tschechischen) Volkes. Das Grenzlerproblem ist die Besiedlung dieses Drittels aus unserem Volke, ist die Hinausschiebung der heutigen Sprachgrenze bis an die tatsächlichen Landesgrenzen, ist die Erbauung eines vollkommen starken, gesunden und verläßlichen Grenzschutzes, einer Festungslinie aus Menschen unseres Geschlechtes und unseres Blutes.“ (19, 1039, 365, 1309)
article-body: Wie aus Jungbunzlau gemeldet wird, fand in der Nacht zum Montag der Streckenwärter Peter Müller auf der Strecke zwischen Bodiwin und Lundenburg eine Feldwalze. Bei dem nahen Übergang bemerkte der Streckenwärter zwei unbekannte Männer, die, als sie sahen, daß der Wärter die Walze von der Strecke entfernte, über die Felder flüchteten. Die Walze, die sich auf einem nahen Felde befunden hatte, ist 60 Zentimeter stark und hätte sicher zur Entgleisung des nächsten Zuges geführt. Die Tat dürften Diebe verübt haben, die anscheinend den Zugsunfall zum Kohlendiebstahl ausnützen wollten. (754, 1376, 1100, 1645)
article-body: Die Gemeindevertretung von Semil hat am 25. Feber den Bau eines Krematoriums beschlossen, der nach erfolgter Genehmigung durch das Landesamt noch im heurigen Jahr begonnen werden soll. Die erste Bauetappe ist durch eine von dem Verein Krematorium gewährte Anleihe von 0.8 Millionen Kc gesichert. (MP.) (379, 907, 726, 1079)
article-body: In Budweis lebten die 82jährige Witwe Anna Nikolas, geb. Benesch, und ihre 57jährige Tochter Anna Nikolas. Diese starb am 1. März an einer schweren Krankheit. Die greise Mutter wurde vom Gram ebenfalls schwer krank und starb auch wenige Stunden nach dem Tode ihrer Tochter. Beide wurden am 4. März gemeinsam bestattet. (379, 1676, 726, 1829)
currency-label: 100 Lire (1160, 1722, 1224, 1739)
header-geld: Geld (1443, 1619, 1478, 1635)
exchange-rate-row (1158, 1826, 1573, 1843)
ware-value: 186.90·– (1507, 1722, 1571, 1739)
article: * (Die Stadtgemeinde Asch tritt die Wilhelm-Geipel-Erbschaft an.) Wie bereits berichtet, fand sich im Nachlasse des vor einiger Zeit verstorbenen Privatiers Wilhelm Geipel in Asch ein Testament, in dem er die Stadtgemeinde Asch zu seiner Universalerbin einsetzt. In der letzten Sitzung der Ascher Stadtvertretung wurde über den Stand der Angelegenheit Bericht erstattet. Dabei wurde erklärt, daß die einzelnen Vermögenswerte noch nicht einwandfrei sichergestellt sind und die Nachforschungen weitergeführt werden. Die Stadtvertretung beschloß, die Erbschaft bedingt mit dem Vorbehalte der Rechtswohltat des Inventars anzutreten. (379, 612, 726, 901)
header-label: Banknoten: (1160, 1619, 1248, 1635)
article-heading: (Ein Ferkel mit zwei Schädeln und drei Augen.) (1173, 615, 1573, 632)
article: * (Der Monat März) brachte bisher sehr warme Vorfrühlingstage. Vor fünfzig Jahren aber herrschte zu dieser Zeit eine Kälte, wie sie den ganzen damaligen Winter nicht war. Der Zeiger hatte mit 29 Grad unter Null Abschied genommen, bei Sonnenstunden bis 1. März hatten das Thermometer noch um weitere drei, in freien Lagen gar noch um sechs Grad herabgedrückt. Unterm 3. März 1886 schreiben die Zeitungen berichtet: Die Travemünder Bucht ist infolge der durch den Sturm erfolgten Anstauungen auf Meilen weit ein einziges Eisgebirge, auf diesem Eisen Schiffe festsitzen. Es droht die Gefahr, daß einige dieser Schiffe verloren gehen. Das Ganze bietet ein schaurig schönes Schauspiel. Man glaubt sich an den Nordpol versetzt. Die Schiffahrt ruht. Aus Bosnien wurde vor fünfzig Jahren im März ein „beinahe sibirische Winter“ gemeldet. (19, 1787, 365, 2173)
exchange-rate-row (1158, 1757, 1573, 1774)
ware-value: 461.50·– (1507, 1809, 1571, 1825)
article-heading: (Die Landesgrenze soll die Sprachgrenze werden.) (19, 1039, 365, 1076)
article-body: Die finanzielle Lage der Stadt Ladowitz ist so trist geworden, daß sowohl die Stadt als auch die politische Gemeinde nicht mehr in der Lage ist, ihren Beamten und Angestellten die Gehälter auszuzahlen. Nachdem nun über Beschluß einer Sitzung auch der Beamtenpensionsfonds für bestimmte Zwecke verwendet werden soll, ist es den Zeche nicht mehr möglich, den Pensionisten ihre Bezüge auszuzahlen. (19, 1334, 365, 1526)
article-heading: (Wegen der Zunahme des Falsch- und Hasardspieles auf dem Lande) (19, 1531, 365, 1568)
article-heading: (Wirtschaftsgebarung der Krankenversicherungsanstalten 1935.) (19, 589, 365, 626)
article: * (Produktive Arbeitslosenfürsorge.) Im Fürsorgeministerium fand eine Arbeitsministerielle Beratung statt, bei der beschlossen wurde, den öffentlichen Bauherren unter dem Titel der Notstandsarbeiten Beiträge in der Höhe von 2.7 Mill. Kc zu bewilligen. Es erhielten Subventionen: in Böhmen die Städte: Taus 200.000 Kronen zum Ausbau eines Krankenhauses, Pardubitz 150.000 Kc für Schulbauten, die Bezirke Turnau und Senftenberg je 100.000 Kc für Straßenbauten; in Mähren: die Stadt Ostrau 400.000 Kc zum Bau eines Krankenhauses; in der Slowakei: Trentschin-Teplitz 90.000 Kc zur Regulierung der Teplička und die Genossenschaft zur Verhütung von Überschwemmungen der unteren Gemeinde 120.000 Kc; in Karpathenrußland: die Gemeinde Velky Berezny 87.000 Kc für Gemeindebauten. Insgesamt hat das Fürsorgeministerium 1936 Beiträge in der Höhe von über 17 Millionen Kc bewilligt. (MP.) (19, 159, 365, 584)
article: * (Ein Ferkel mit zwei Schädeln und drei Augen.) Dem Landwirt Josef Simecka in Buk bei Prerau warf ein Mutterschwein ein Ferkel, das zwei Schädel hat, die an den Seiten ein Auge haben; ein drittes Auge ist zwischen beiden Schädeln. Der Landwirt ernährt das Ferkel künstlich, mit einer Flasche und mit einem Schnuller. Es saugen beide Schnauzen. Die Mißgeburt erweckt in der Umgebung großes Aufsehen. (1158, 615, 1573, 768)
box-dateline: Prag, 5. März. (1457, 244, 1560, 260)
header-page-number: Seite 3. (1501, 116, 1573, 135)
article-body: Im Fürsorgeministerium fand eine Arbeitsministerielle Beratung statt, bei der beschlossen wurde, den öffentlichen Bauherren unter dem Titel der Notstandsarbeiten Beiträge in der Höhe von 2.7 Mill. Kc zu bewilligen. Es erhielten Subventionen: in Böhmen die Städte: Taus 200.000 Kronen zum Ausbau eines Krankenhauses, Pardubitz 150.000 Kc für Schulbauten, die Bezirke Turnau und Senftenberg je 100.000 Kc für Straßenbauten; in Mähren: die Stadt Ostrau 400.000 Kc zum Bau eines Krankenhauses; in der Slowakei: Trentschin-Teplitz 90.000 Kc zur Regulierung der Teplička und die Genossenschaft zur Verhütung von Überschwemmungen der unteren Gemeinde 120.000 Kc; in Karpathenrußland: die Gemeinde Velky Berezny 87.000 Kc für Gemeindebauten. Insgesamt hat das Fürsorgeministerium 1936 Beiträge in der Höhe von über 17 Millionen Kc bewilligt. (MP.) (19, 160, 365, 584)
header-ware: Ware (1532, 1619, 1571, 1635)
geld-value: 795.– (1438, 1671, 1478, 1687)
geld-value: 473.50·– (1414, 1636, 1478, 1653)
exchange-rate-row (1158, 1654, 1573, 1671)
exchange-rate-row (1158, 1740, 1573, 1757)
column-4 (1158, 158, 1573, 2279)
exchange-rate-row (1158, 1809, 1573, 1826)
article-body: In den Masaryk-Kasernen des 7. Inf.-Reg. in Neutra schoß sich der Soldat Richard Kaziar mit dem Militärgewehr in die linke Brustseite. Der schwerverletzte Soldat wurde in das Neutraer Landeskrankenhaus gebracht. Er beging die Tat wegen Familienzwistigkeiten. (379, 1834, 726, 1968)
header-masthead: „Reichenberger Zeitung“. (743, 116, 1020, 135)
ware-value: 1646.– (1521, 1688, 1571, 1704)
geld-value: 467.50·– (1414, 1826, 1478, 1842)
article: * (Das neue Krematorium in Semil.) Die Gemeindevertretung von Semil hat am 25. Feber den Bau eines Krematoriums beschlossen, der nach erfolgter Genehmigung durch das Landesamt noch im heurigen Jahr begonnen werden soll. Die erste Bauetappe ist durch eine von dem Verein Krematorium gewährte Anleihe von 0.8 Millionen Kc gesichert. (MP.) (379, 906, 726, 1079)
article: * „Kultur und Arbeit im Isergebirge“ – Ausstellung in Gablonz a. N. vom 12. bis 26. Juli.) Die Anmeldungen für die Ausstellung werden jetzt hinausgegeben und ein großer Teil ist bereits durch die zuständigen Genossenschaften verteilt. Das Interesse an der Ausstellung, die sämtliche Zweige heimischen Schaffens und heimischer Kunstfertigkeit umfaßt, ist über weite Gebiete sehr groß, wie einlaufende Anfragen beweisen. Wer noch nicht im Besitze des Anmeldebogens ist, aber die Absicht hegt, sich als Aussteller zu beteiligen, wird gebeten, die Drucksorte beim „Deutschen Gewerbe- und Museumsverein in Gablonz a. N.“ anzusprechen. Der ausführlich gegliederte Plan der Ausstellung, wie er der Anmeldung beigeschlossen ist, wird in nächster Zeit veröffentlicht. (379, 259, 726, 607)
article: * (Ein Geflügeldieb festgenommen.) In den letzten Wochen wurden im Daubaer Lande wiederholt große Geflügeldiebstähle verübt. In einigen Dörfern wurden auch ganze und halbe Schweine gestohlen. Nun konnte die Gendarmerie in Dauba einen gewissen Wenzel Zajic, 49 Jahre alt aus Schirsowitz, Bezirk Lobositz, zuständig nach Dolanek, Bezirk Raudnitz, verhaften. Zajic fuhr durch Dauba auf einem Fahrrade, auf dessen Gepäckträger ein großer Korb aufgeschnallt war, in dem sich Geflügelfedern und Blutstropfen befanden. Der Verhaftete gibt an, Schweinehändler zu sein, doch dürfte er sich hauptsächlich mit Geflügeldiebstählen beschäftigen. Es wurde sichergestellt, daß Zajic auf Märkten Hühner und Gänse verkaufte und diese zum Teil auch an Händler weitergab. In den vergangenen Wochen hatte sich der „Schweinehändler“ öfters in Leipa, Dauba, Tetschen und Warnsdorf aufgehalten. Mit der Festnahme des Zajic dürfte nun die Reihe der im Daubaer Lande verübten Geflügeldiebstähle ihre Aufklärung gefunden haben. Landwirte und Händler, welche von Zajic etwas wissen, bezw. von ihm etwas gekauft haben, mögen sich bei der Gendarmerie in Dauba melden. (754, 1650, 1100, 2173)
